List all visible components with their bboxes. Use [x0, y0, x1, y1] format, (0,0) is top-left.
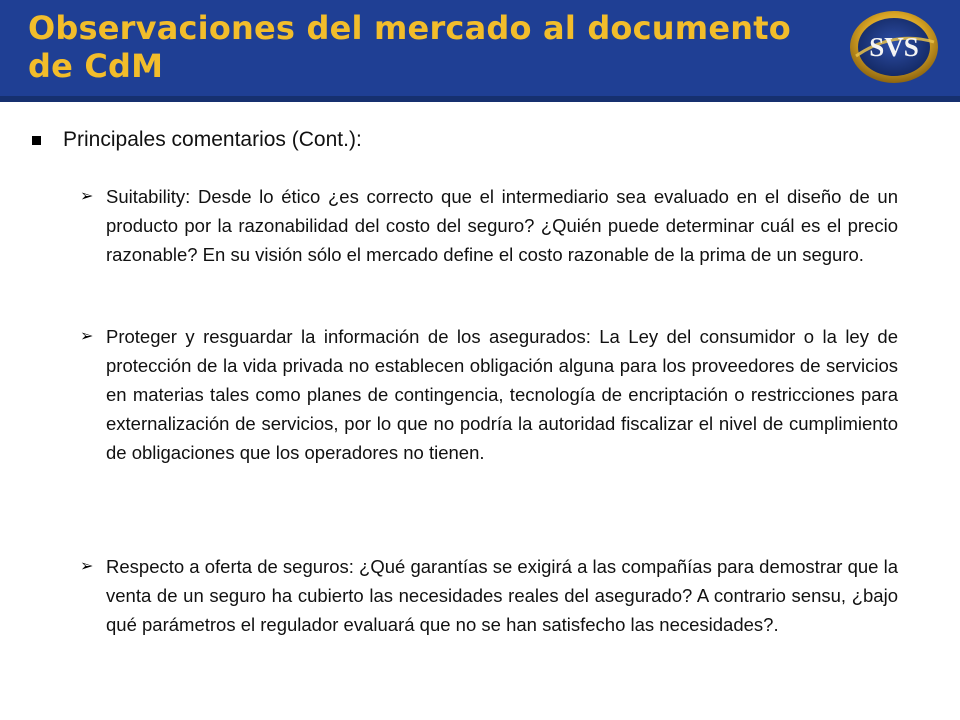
svs-logo: [846, 8, 942, 86]
sub-bullet-suitability: [80, 182, 898, 269]
arrow-bullet-icon: ➢: [80, 328, 94, 345]
sub-bullet-text: Suitability: Desde lo ético ¿es correcto que el intermediario sea evaluado en el diseño de un producto por la razonabilidad del costo del seguro? ¿Quién puede determinar cuál es el precio razonable? En su visión sólo el mercado define el costo razonable de la prima de un seguro.: [106, 186, 898, 265]
slide-title: Observaciones del mercado al documento de CdM: [28, 9, 791, 85]
sub-bullet-privacy: [80, 322, 898, 467]
square-bullet-icon: [32, 136, 41, 145]
sub-bullet-offer: [80, 552, 898, 639]
logo-text: SVS: [869, 32, 919, 62]
arrow-bullet-icon: ➢: [80, 188, 94, 205]
slide-body: [0, 102, 960, 720]
sub-bullet-text: Proteger y resguardar la información de los asegurados: La Ley del consumidor o la ley de protección de la vida privada no establecen obligación alguna para los proveedores de servicios en materias tales como planes de contingencia, tecnología de encriptación o restricciones para externalización de servicios, por lo que no podría la autoridad fiscalizar el nivel de cumplimiento de obligaciones que los operadores no tienen.: [106, 326, 898, 463]
slide-header: [0, 0, 960, 102]
sub-bullet-text: Respecto a oferta de seguros: ¿Qué garantías se exigirá a las compañías para demostrar que la venta de un seguro ha cubierto las necesidades reales del asegurado? A contrario sensu, ¿bajo qué parámetros el regulador evaluará que no se han satisfecho las necesidades?.: [106, 556, 898, 635]
main-bullet: [32, 126, 362, 154]
arrow-bullet-icon: ➢: [80, 558, 94, 575]
main-bullet-text: Principales comentarios (Cont.):: [63, 128, 362, 151]
